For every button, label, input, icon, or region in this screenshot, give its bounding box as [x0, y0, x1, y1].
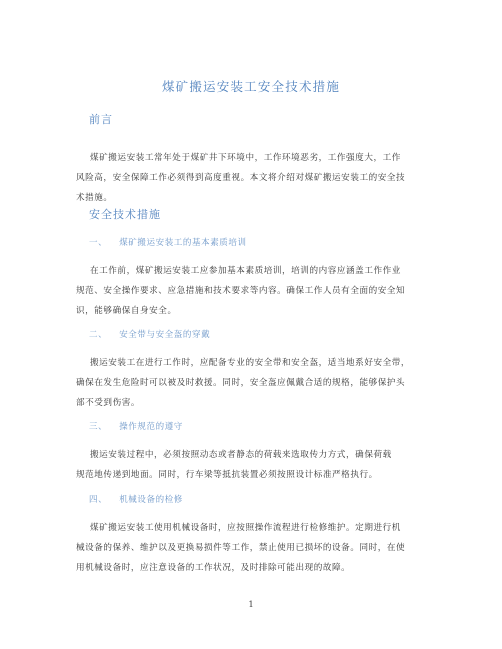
section-heading-2 [89, 329, 210, 341]
document-title: 煤矿搬运安装工安全技术措施 [161, 79, 341, 94]
section-number: 三、 [89, 422, 108, 432]
paragraph-line: 用机械设备时，应注意设备的工作状况，及时排除可能出现的故障。 [76, 563, 351, 573]
preface-heading: 前言 [89, 113, 113, 126]
section-title: 安全带与安全盔的穿戴 [119, 330, 211, 340]
paragraph-line: 风险高，安全保障工作必须得到高度重视。本文将介绍对煤矿搬运安装工的安全技 [76, 173, 406, 183]
paragraph-line: 械设备的保养、维护以及更换易损件等工作，禁止使用已损坏的设备。同时，在使 [76, 543, 406, 553]
section-number: 四、 [89, 495, 108, 505]
paragraph-line: 部不受到伤害。 [76, 398, 141, 408]
section-heading-4 [89, 494, 183, 506]
section-title: 机械设备的检修 [119, 495, 183, 505]
section-heading-3 [89, 421, 183, 433]
section-number: 二、 [89, 330, 108, 340]
section-number: 一、 [89, 238, 108, 248]
section-paragraph-3 [76, 445, 436, 485]
section-paragraph-1 [76, 261, 436, 321]
paragraph-line: 搬运安装过程中，必须按照动态或者静态的荷载来选取传力方式，确保荷载 [90, 450, 392, 460]
measures-heading: 安全技术措施 [89, 208, 161, 221]
section-heading-1 [89, 237, 247, 249]
paragraph-line: 煤矿搬运安装工常年处于煤矿井下环境中，工作环境恶劣，工作强度大，工作 [90, 153, 401, 163]
paragraph-line: 确保在发生危险时可以被及时救援。同时，安全盔应佩戴合适的规格，能够保护头 [76, 378, 406, 388]
page-number: 1 [248, 600, 254, 609]
preface-paragraph [76, 148, 436, 208]
paragraph-line: 在工作前，煤矿搬运安装工应参加基本素质培训，培训的内容应涵盖工作作业 [90, 266, 401, 276]
paragraph-line: 规范地传递到地面。同时，行车梁等抵抗装置必须按照设计标准严格执行。 [76, 470, 378, 480]
paragraph-line: 煤矿搬运安装工使用机械设备时，应按照操作流程进行检修维护。定期进行机 [90, 523, 401, 533]
paragraph-line: 搬运安装工在进行工作时，应配备专业的安全带和安全盔，适当地系好安全带， [90, 358, 411, 368]
section-paragraph-4 [76, 518, 436, 578]
section-paragraph-2 [76, 353, 436, 413]
paragraph-line: 术措施。 [76, 193, 113, 203]
section-title: 煤矿搬运安装工的基本素质培训 [119, 238, 247, 248]
paragraph-line: 识，能够确保自身安全。 [76, 306, 177, 316]
paragraph-line: 规范、安全操作要求、应急措施和技术要求等内容。确保工作人员有全面的安全知 [76, 286, 406, 296]
section-title: 操作规范的遵守 [119, 422, 183, 432]
